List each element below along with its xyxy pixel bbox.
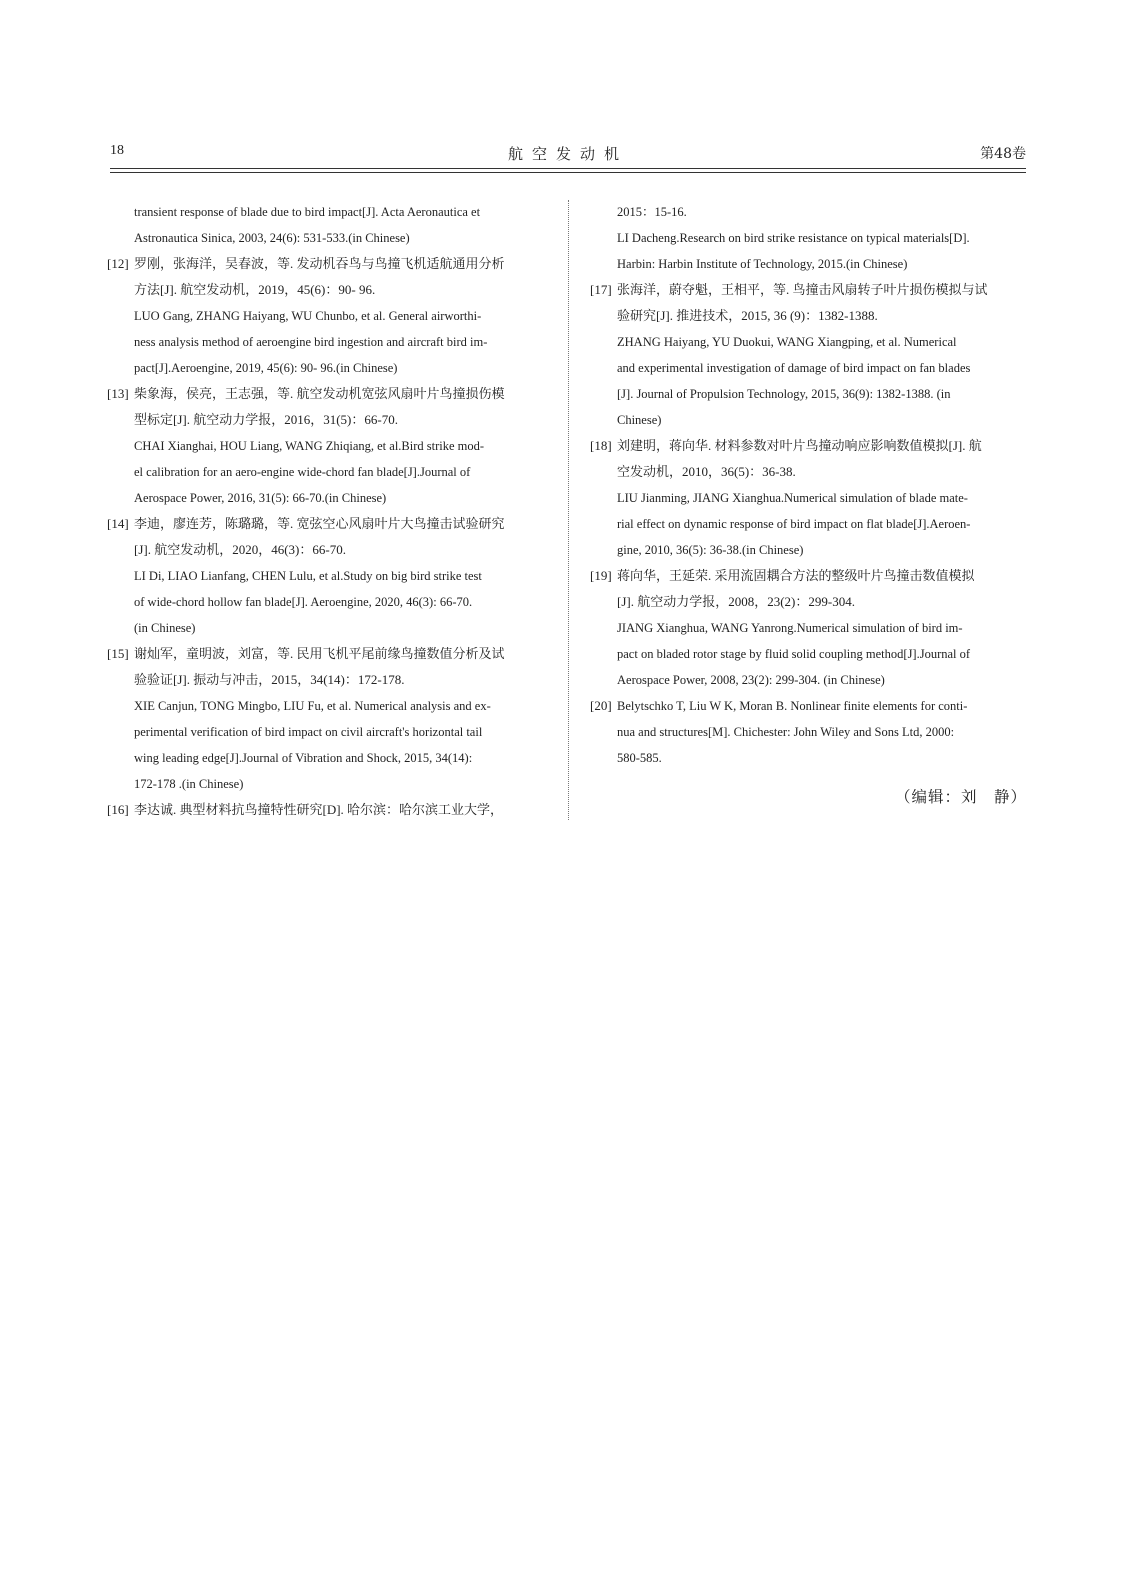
reference-number: [18] [590, 438, 612, 453]
reference-entry [107, 251, 547, 381]
reference-entry [107, 511, 547, 641]
reference-line: [J]. Journal of Propulsion Technology, 2015, 36(9): 1382-1388. (in [617, 387, 951, 401]
reference-entry [590, 563, 1026, 693]
reference-line: 蒋向华，王延荣. 采用流固耦合方法的整级叶片鸟撞击数值模拟 [617, 568, 975, 583]
reference-line: [J]. 航空发动机，2020，46(3)：66-70. [134, 542, 346, 557]
reference-line: 验研究[J]. 推进技术，2015, 36 (9)：1382-1388. [617, 308, 878, 323]
reference-line: (in Chinese) [134, 621, 196, 635]
reference-line: 李迪，廖连芳，陈璐璐，等. 宽弦空心风扇叶片大鸟撞击试验研究 [134, 516, 505, 531]
reference-line: LIU Jianming, JIANG Xianghua.Numerical simulation of blade mate- [617, 491, 968, 505]
volume-label: 第48卷 [980, 146, 1026, 162]
reference-line: LI Di, LIAO Lianfang, CHEN Lulu, et al.Study on big bird strike test [134, 569, 482, 583]
editor-note: （编辑：刘 静） [894, 788, 1027, 806]
header-rule-thick [110, 168, 1026, 169]
reference-line: transient response of blade due to bird impact[J]. Acta Aeronautica et [134, 205, 481, 219]
reference-column-left [107, 199, 547, 823]
reference-number: [16] [107, 802, 129, 817]
reference-line: Harbin: Harbin Institute of Technology, 2015.(in Chinese) [617, 257, 908, 271]
reference-line: Belytschko T, Liu W K, Moran B. Nonlinear finite elements for conti- [617, 699, 968, 713]
reference-line: Chinese) [617, 413, 662, 427]
reference-line: nua and structures[M]. Chichester: John Wiley and Sons Ltd, 2000: [617, 725, 955, 739]
reference-line: 2015：15-16. [617, 205, 687, 219]
journal-title: 航空发动机 [507, 145, 628, 163]
column-divider [568, 200, 569, 820]
reference-entry [590, 199, 1026, 277]
reference-line: of wide-chord hollow fan blade[J]. Aeroengine, 2020, 46(3): 66-70. [134, 595, 473, 609]
reference-line: rial effect on dynamic response of bird impact on flat blade[J].Aeroen- [617, 517, 971, 531]
reference-line: 刘建明，蒋向华. 材料参数对叶片鸟撞动响应影响数值模拟[J]. 航 [617, 438, 982, 453]
reference-line: 空发动机，2010，36(5)：36-38. [617, 464, 796, 479]
reference-line: XIE Canjun, TONG Mingbo, LIU Fu, et al. Numerical analysis and ex- [134, 699, 491, 713]
reference-number: [14] [107, 516, 129, 531]
reference-line: Aerospace Power, 2008, 23(2): 299-304. (in Chinese) [617, 673, 885, 687]
reference-line: gine, 2010, 36(5): 36-38.(in Chinese) [617, 543, 804, 557]
reference-line: Astronautica Sinica, 2003, 24(6): 531-533.(in Chinese) [134, 231, 410, 245]
reference-line: 验验证[J]. 振动与冲击，2015，34(14)：172-178. [134, 672, 405, 687]
reference-line: LUO Gang, ZHANG Haiyang, WU Chunbo, et al. General airworthi- [134, 309, 482, 323]
reference-line: LI Dacheng.Research on bird strike resistance on typical materials[D]. [617, 231, 970, 245]
reference-column-right [590, 199, 1026, 771]
reference-line: 谢灿军，童明波，刘富，等. 民用飞机平尾前缘鸟撞数值分析及试 [134, 646, 505, 661]
reference-number: [20] [590, 698, 612, 713]
reference-entry [107, 797, 547, 823]
reference-line: 罗刚，张海洋，吴春波，等. 发动机吞鸟与鸟撞飞机适航通用分析 [134, 256, 505, 271]
reference-line: pact[J].Aeroengine, 2019, 45(6): 90- 96.(in Chinese) [134, 361, 398, 375]
reference-line: 型标定[J]. 航空动力学报，2016，31(5)：66-70. [134, 412, 398, 427]
reference-line: 李达诚. 典型材料抗鸟撞特性研究[D]. 哈尔滨：哈尔滨工业大学， [134, 802, 504, 817]
reference-entry [590, 277, 1026, 433]
reference-line: and experimental investigation of damage of bird impact on fan blades [617, 361, 971, 375]
reference-line: Aerospace Power, 2016, 31(5): 66-70.(in Chinese) [134, 491, 387, 505]
reference-line: JIANG Xianghua, WANG Yanrong.Numerical simulation of bird im- [617, 621, 963, 635]
running-header [110, 143, 1026, 167]
reference-line: wing leading edge[J].Journal of Vibration and Shock, 2015, 34(14): [134, 751, 473, 765]
reference-number: [17] [590, 282, 612, 297]
reference-line: perimental verification of bird impact on civil aircraft's horizontal tail [134, 725, 483, 739]
reference-number: [12] [107, 256, 129, 271]
reference-line: 张海洋，蔚夺魁，王相平，等. 鸟撞击风扇转子叶片损伤模拟与试 [617, 282, 988, 297]
reference-line: el calibration for an aero-engine wide-chord fan blade[J].Journal of [134, 465, 471, 479]
page-number: 18 [110, 143, 124, 158]
reference-entry [107, 641, 547, 797]
reference-line: CHAI Xianghai, HOU Liang, WANG Zhiqiang, et al.Bird strike mod- [134, 439, 485, 453]
reference-line: 方法[J]. 航空发动机，2019，45(6)：90- 96. [134, 282, 376, 297]
reference-line: 580-585. [617, 751, 662, 765]
reference-number: [15] [107, 646, 129, 661]
reference-line: 172-178 .(in Chinese) [134, 777, 244, 791]
reference-number: [13] [107, 386, 129, 401]
reference-line: pact on bladed rotor stage by fluid solid coupling method[J].Journal of [617, 647, 971, 661]
reference-line: 柴象海，侯亮，王志强，等. 航空发动机宽弦风扇叶片鸟撞损伤模 [134, 386, 505, 401]
reference-line: ness analysis method of aeroengine bird ingestion and aircraft bird im- [134, 335, 488, 349]
reference-entry [590, 433, 1026, 563]
reference-line: [J]. 航空动力学报，2008，23(2)：299-304. [617, 594, 855, 609]
reference-line: ZHANG Haiyang, YU Duokui, WANG Xiangping, et al. Numerical [617, 335, 957, 349]
reference-number: [19] [590, 568, 612, 583]
header-rule-thin [110, 172, 1026, 173]
reference-entry [590, 693, 1026, 771]
reference-entry [107, 199, 547, 251]
reference-entry [107, 381, 547, 511]
